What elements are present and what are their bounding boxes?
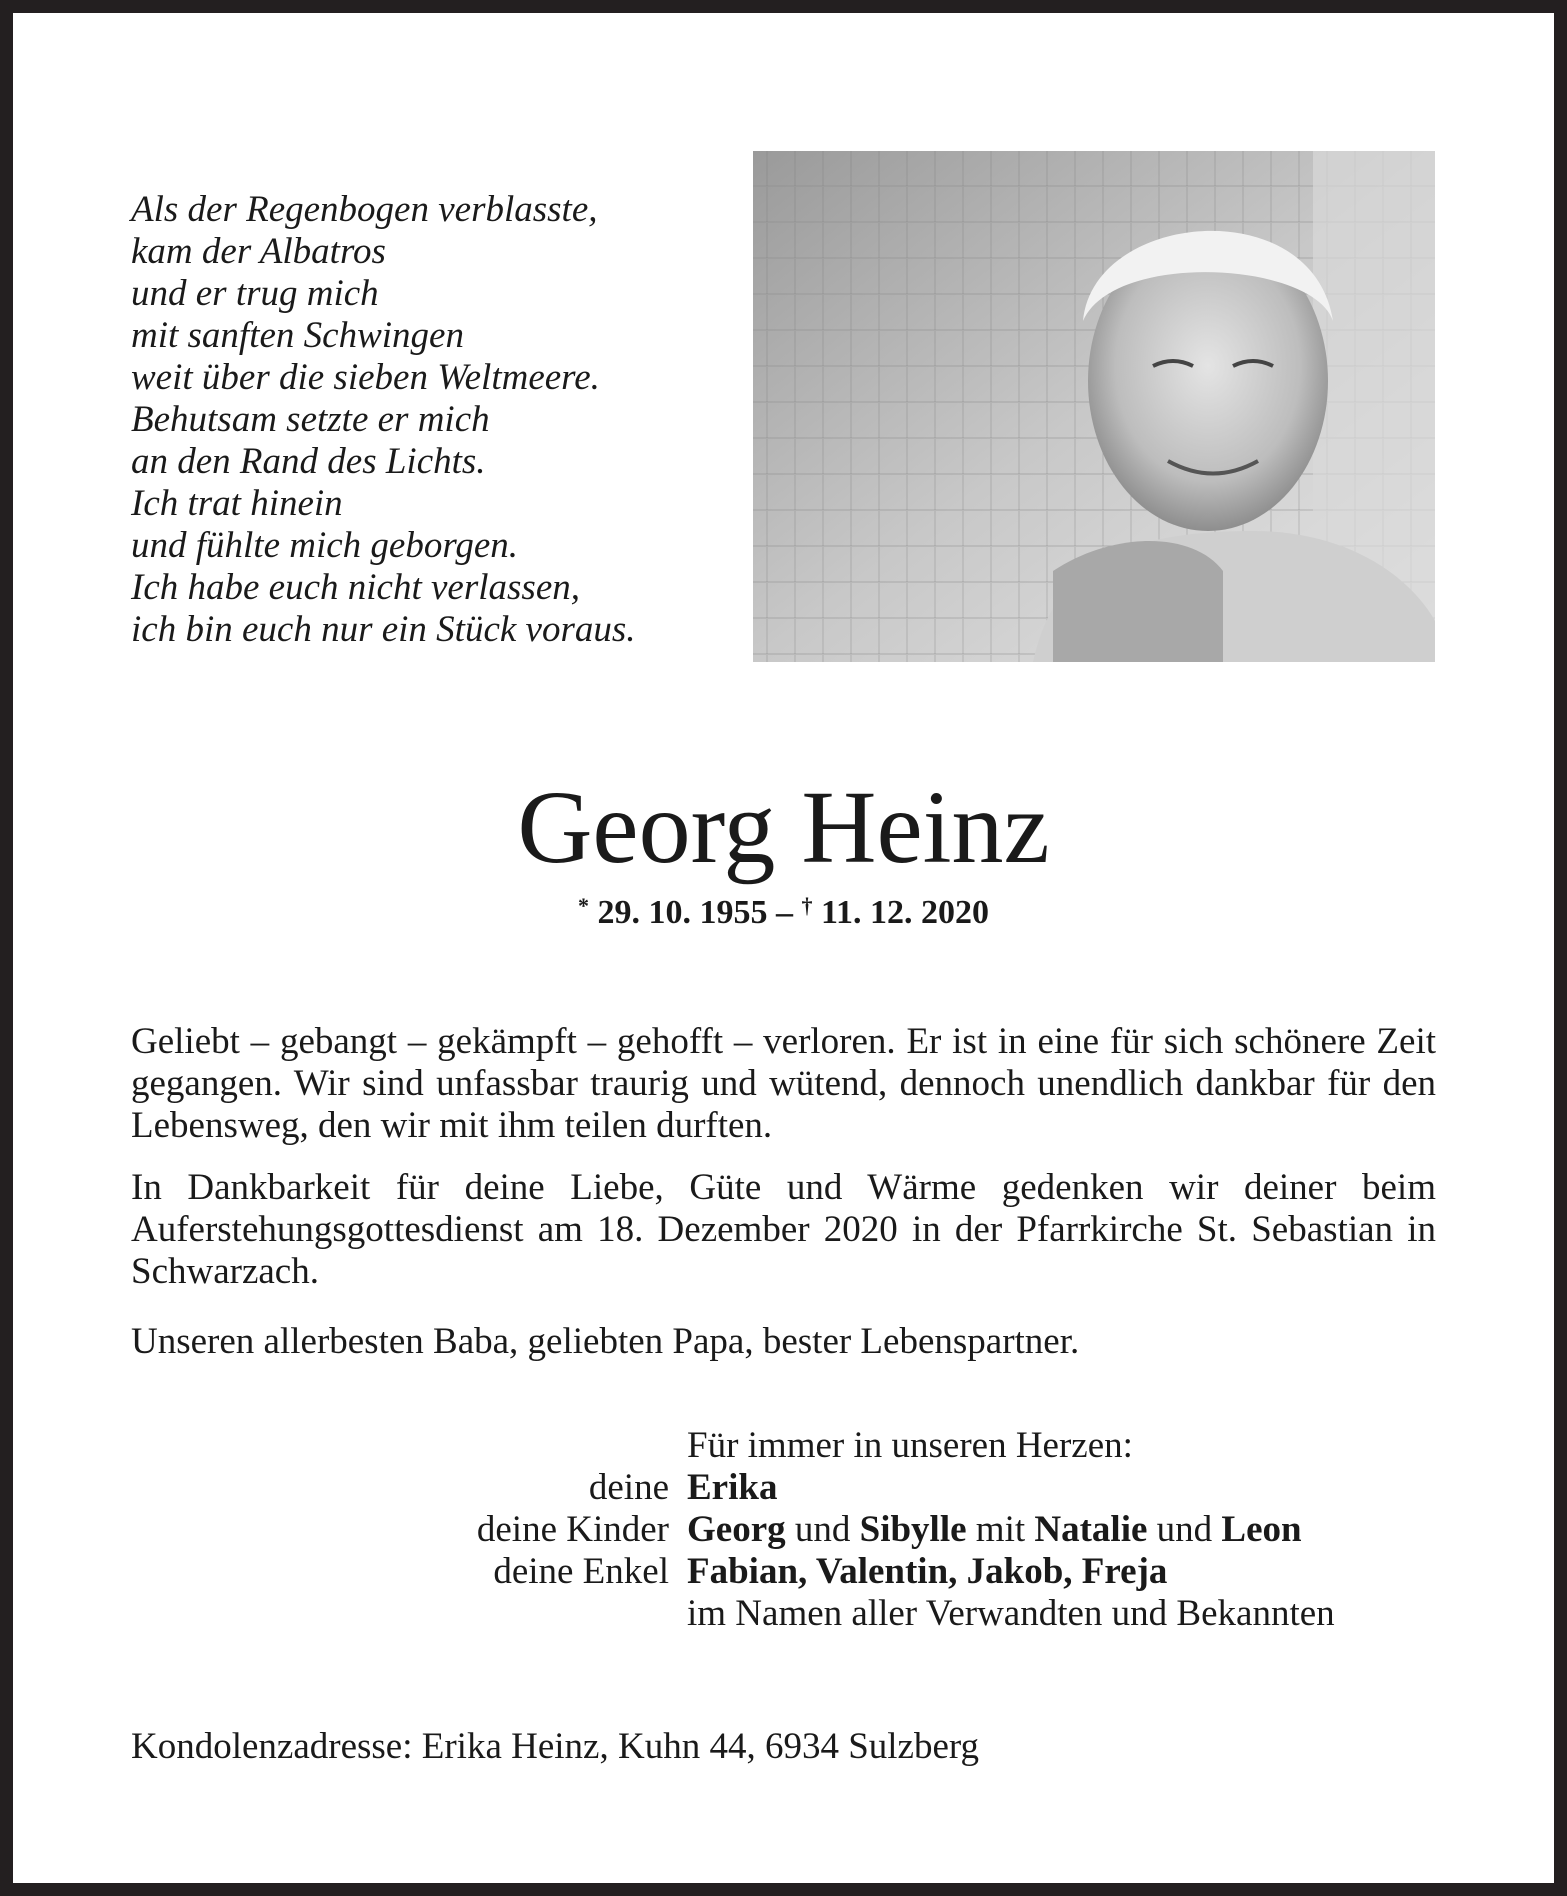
- conjunction: und: [785, 1509, 860, 1550]
- poem-line: kam der Albatros: [131, 231, 386, 272]
- wife-label: deine: [588, 1467, 669, 1508]
- child-name: Leon: [1221, 1509, 1302, 1550]
- date-separator: –: [767, 894, 802, 931]
- paragraph-service: In Dankbarkeit für deine Liebe, Güte und Wärme gedenken wir deiner beim Auferstehungsgottesdienst am 18. Dezember 2020 in der Pfarrkirche St. Sebastian in Schwarzach.: [131, 1167, 1436, 1292]
- poem-line: ich bin euch nur ein Stück voraus.: [131, 609, 636, 650]
- poem-line: weit über die sieben Weltmeere.: [131, 357, 600, 398]
- poem-line: und fühlte mich geborgen.: [131, 525, 519, 566]
- portrait-photo: [753, 151, 1435, 662]
- death-cross-icon: †: [801, 893, 813, 918]
- poem-line: an den Rand des Lichts.: [131, 441, 486, 482]
- poem-line: Behutsam setzte er mich: [131, 399, 490, 440]
- obituary-page: [13, 13, 1554, 1883]
- poem-line: Als der Regenbogen verblasste,: [131, 189, 598, 230]
- child-name: Georg: [687, 1509, 786, 1550]
- grandchildren-names: Fabian, Valentin, Jakob, Freja: [687, 1551, 1168, 1592]
- child-name: Sibylle: [859, 1509, 967, 1550]
- paragraph-family-tribute: Unseren allerbesten Baba, geliebten Papa, bester Lebenspartner.: [131, 1321, 1080, 1362]
- poem-line: Ich habe euch nicht verlassen,: [131, 567, 580, 608]
- deceased-name: Georg Heinz: [517, 770, 1050, 885]
- signoff-heading: Für immer in unseren Herzen:: [687, 1425, 1133, 1466]
- conjunction: mit: [966, 1509, 1035, 1550]
- poem: [131, 189, 636, 651]
- children-label: deine Kinder: [476, 1509, 669, 1550]
- wife-name: Erika: [687, 1467, 778, 1508]
- poem-line: Ich trat hinein: [131, 483, 343, 524]
- poem-line: und er trug mich: [131, 273, 379, 314]
- grandchildren-label: deine Enkel: [493, 1551, 669, 1592]
- signoff-closing: im Namen aller Verwandten und Bekannten: [687, 1593, 1335, 1634]
- conjunction: und: [1147, 1509, 1222, 1550]
- life-dates: [13, 893, 1554, 932]
- family-signoff: [131, 1425, 1451, 1635]
- death-date: 11. 12. 2020: [820, 894, 990, 931]
- poem-line: mit sanften Schwingen: [131, 315, 464, 356]
- condolence-address: Kondolenzadresse: Erika Heinz, Kuhn 44, 6934 Sulzberg: [131, 1726, 980, 1767]
- child-name: Natalie: [1034, 1509, 1148, 1550]
- birth-star-icon: *: [577, 893, 589, 918]
- paragraph-farewell: Geliebt – gebangt – gekämpft – gehofft – verloren. Er ist in eine für sich schönere Zeit gegangen. Wir sind unfassbar traurig und wütend, dennoch unendlich dankbar für den Lebensweg, den wir mit ihm teilen durften.: [131, 1021, 1436, 1146]
- birth-date: 29. 10. 1955: [597, 894, 768, 931]
